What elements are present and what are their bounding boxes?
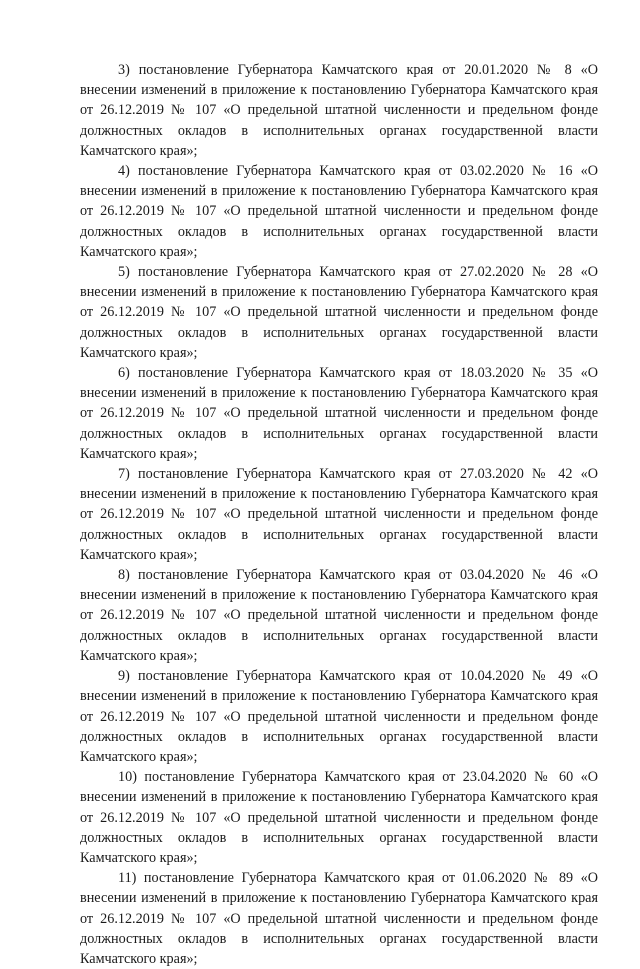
list-item-8: 8) постановление Губернатора Камчатского края от 03.04.2020 № 46 «О внесении изменений в приложение к постановлению Губернатора Камчатского края от 26.12.2019 № 107 «О предельной штатной численности и предельном фонде должностных окладов в исполнительных органах государственной власти Камчатского края»; [80, 567, 598, 664]
list-item-10: 10) постановление Губернатора Камчатского края от 23.04.2020 № 60 «О внесении изменений в приложение к постановлению Губернатора Камчатского края от 26.12.2019 № 107 «О предельной штатной численности и предельном фонде должностных окладов в исполнительных органах государственной власти Камчатского края»; [80, 769, 598, 866]
list-item-6: 6) постановление Губернатора Камчатского края от 18.03.2020 № 35 «О внесении изменений в приложение к постановлению Губернатора Камчатского края от 26.12.2019 № 107 «О предельной штатной численности и предельном фонде должностных окладов в исполнительных органах государственной власти Камчатского края»; [80, 365, 598, 462]
list-item-11: 11) постановление Губернатора Камчатского края от 01.06.2020 № 89 «О внесении изменений в приложение к постановлению Губернатора Камчатского края от 26.12.2019 № 107 «О предельной штатной численности и предельном фонде должностных окладов в исполнительных органах государственной власти Камчатского края»; [80, 870, 598, 967]
document-body [80, 60, 598, 969]
list-item-5: 5) постановление Губернатора Камчатского края от 27.02.2020 № 28 «О внесении изменений в приложение к постановлению Губернатора Камчатского края от 26.12.2019 № 107 «О предельной штатной численности и предельном фонде должностных окладов в исполнительных органах государственной власти Камчатского края»; [80, 264, 598, 361]
list-item-4: 4) постановление Губернатора Камчатского края от 03.02.2020 № 16 «О внесении изменений в приложение к постановлению Губернатора Камчатского края от 26.12.2019 № 107 «О предельной штатной численности и предельном фонде должностных окладов в исполнительных органах государственной власти Камчатского края»; [80, 163, 598, 260]
list-item-3: 3) постановление Губернатора Камчатского края от 20.01.2020 № 8 «О внесении изменений в приложение к постановлению Губернатора Камчатского края от 26.12.2019 № 107 «О предельной штатной численности и предельном фонде должностных окладов в исполнительных органах государственной власти Камчатского края»; [80, 62, 598, 159]
list-item-9: 9) постановление Губернатора Камчатского края от 10.04.2020 № 49 «О внесении изменений в приложение к постановлению Губернатора Камчатского края от 26.12.2019 № 107 «О предельной штатной численности и предельном фонде должностных окладов в исполнительных органах государственной власти Камчатского края»; [80, 668, 598, 765]
list-item-7: 7) постановление Губернатора Камчатского края от 27.03.2020 № 42 «О внесении изменений в приложение к постановлению Губернатора Камчатского края от 26.12.2019 № 107 «О предельной штатной численности и предельном фонде должностных окладов в исполнительных органах государственной власти Камчатского края»; [80, 466, 598, 563]
